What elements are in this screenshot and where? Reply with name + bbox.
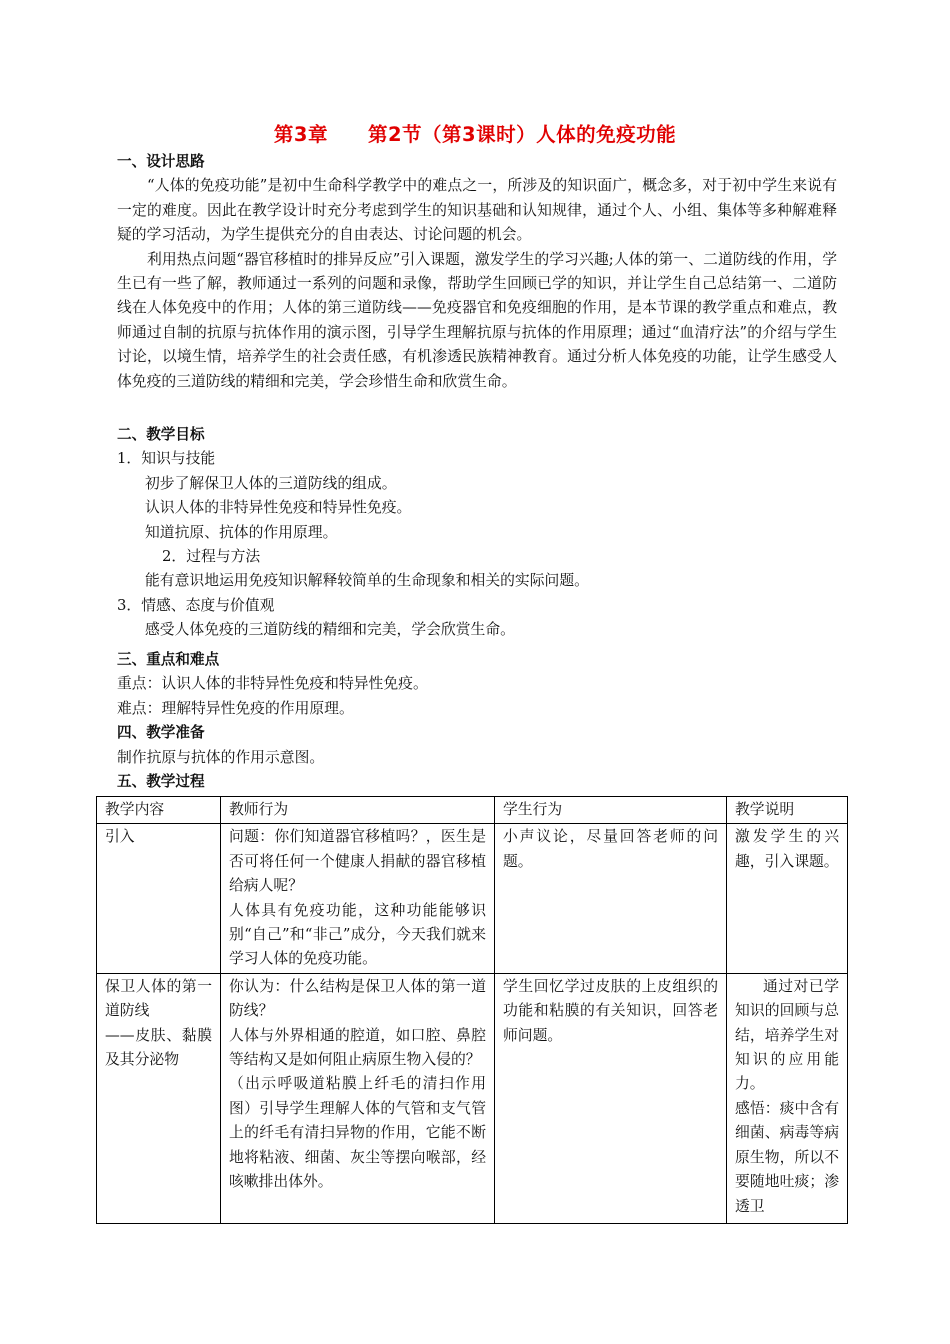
page-title [0,121,950,149]
section-goals [117,423,837,643]
goal-knowledge-title: 1．知识与技能 [117,450,216,468]
table-row [97,824,848,973]
design-heading: 一、设计思路 [117,153,205,170]
row1-student [495,824,727,973]
row1-content [97,824,221,973]
goals-heading: 二、教学目标 [117,426,205,443]
design-paragraph-2: 利用热点问题“器官移植时的排异反应”引入课题，激发学生的学习兴趣;人体的第一、二道防线的作用，学生已有一些了解，教师通过一系列的问题和录像，帮助学生回顾已学的知识，并让学生自己总结第一、二道防线在人体免疫中的作用；人体的第三道防线——免疫器官和免疫细胞的作用，是本节课的教学重点和难点，教师通过自制的抗原与抗体作用的演示图，引导学生理解抗原与抗体的作用原理；通过“血清疗法”的介绍与学生讨论，以境生情，培养学生的社会责任感，有机渗透民族精神教育。通过分析人体免疫的功能，让学生感受人体免疫的三道防线的精细和完美，学会珍惜生命和欣赏生命。 [117,250,837,390]
table-header-row [97,797,848,824]
row2-note-a: 通过对已学知识的回顾与总结，培养学生对知识的应用能力。 [735,977,839,1093]
prep-heading: 四、教学准备 [117,724,205,742]
header-content: 教学内容 [97,797,221,824]
row2-note-b: 感悟：痰中含有细菌、病毒等病原生物，所以不要随地吐痰；渗透卫 [735,1099,839,1215]
section-label: 第2节（第3课时）人体的免疫功能 [367,123,677,146]
goal-process-1: 能有意识地运用免疫知识解释较简单的生命现象和相关的实际问题。 [145,572,589,590]
table-row [97,973,848,1223]
section-key-points [117,648,837,794]
design-paragraph-1: “人体的免疫功能”是初中生命科学教学中的难点之一，所涉及的知识面广，概念多，对于初中学生来说有一定的难度。因此在教学设计时充分考虑到学生的知识基础和认知规律，通过个人、小组、集体等多种解难释疑的学习活动，为学生提供充分的自由表达、讨论问题的机会。 [117,177,837,244]
goal-knowledge-3: 知道抗原、抗体的作用原理。 [145,523,338,541]
section-design [117,150,837,394]
row1-note-text: 激发学生的兴趣，引入课题。 [735,828,839,870]
chapter-label: 第3章 [273,123,328,146]
header-student: 学生行为 [495,797,727,824]
process-heading: 五、教学过程 [117,773,205,791]
row1-note [727,824,848,973]
row2-teacher [221,973,495,1223]
key-point: 重点：认识人体的非特异性免疫和特异性免疫。 [117,675,428,693]
row2-content-b: ——皮肤、黏膜及其分泌物 [105,1026,212,1069]
prep-text: 制作抗原与抗体的作用示意图。 [117,748,325,766]
goal-process-title: 2．过程与方法 [162,548,261,566]
row2-student [495,973,727,1223]
row1-student-text: 小声议论，尽量回答老师的问题。 [503,828,718,870]
goal-knowledge-2: 认识人体的非特异性免疫和特异性免疫。 [145,499,412,517]
header-teacher: 教师行为 [221,797,495,824]
row1-content-text: 引入 [105,828,135,846]
row1-teacher-a: 问题：你们知道器官移植吗？，医生是否可将任何一个健康人捐献的器官移植给病人呢？ [229,828,486,895]
row2-student-text: 学生回忆学过皮肤的上皮组织的功能和粘膜的有关知识，回答老师问题。 [503,977,718,1044]
process-table [96,796,848,1224]
goal-knowledge-1: 初步了解保卫人体的三道防线的组成。 [145,474,397,492]
row2-note [727,973,848,1223]
row2-content [97,973,221,1223]
goal-emotion-title: 3．情感、态度与价值观 [117,596,275,614]
row2-teacher-c: （出示呼吸道粘膜上纤毛的清扫作用图）引导学生理解人体的气管和支气管上的纤毛有清扫异物的作用，它能不断地将粘液、细菌、灰尘等摆向喉部，经咳嗽排出体外。 [229,1075,486,1191]
row2-content-a: 保卫人体的第一道防线 [105,977,212,1020]
row2-teacher-a: 你认为：什么结构是保卫人体的第一道防线？ [229,977,486,1020]
header-note: 教学说明 [727,797,848,824]
row2-teacher-b: 人体与外界相通的腔道，如口腔、鼻腔等结构又是如何阻止病原生物入侵的？ [229,1026,486,1069]
row1-teacher-b: 人体具有免疫功能，这种功能能够识别“自己”和“非己”成分，今天我们就来学习人体的免疫功能。 [229,901,486,968]
row1-teacher [221,824,495,973]
key-heading: 三、重点和难点 [117,651,220,668]
difficult-point: 难点：理解特异性免疫的作用原理。 [117,699,354,717]
goal-emotion-1: 感受人体免疫的三道防线的精细和完美，学会欣赏生命。 [145,621,515,639]
